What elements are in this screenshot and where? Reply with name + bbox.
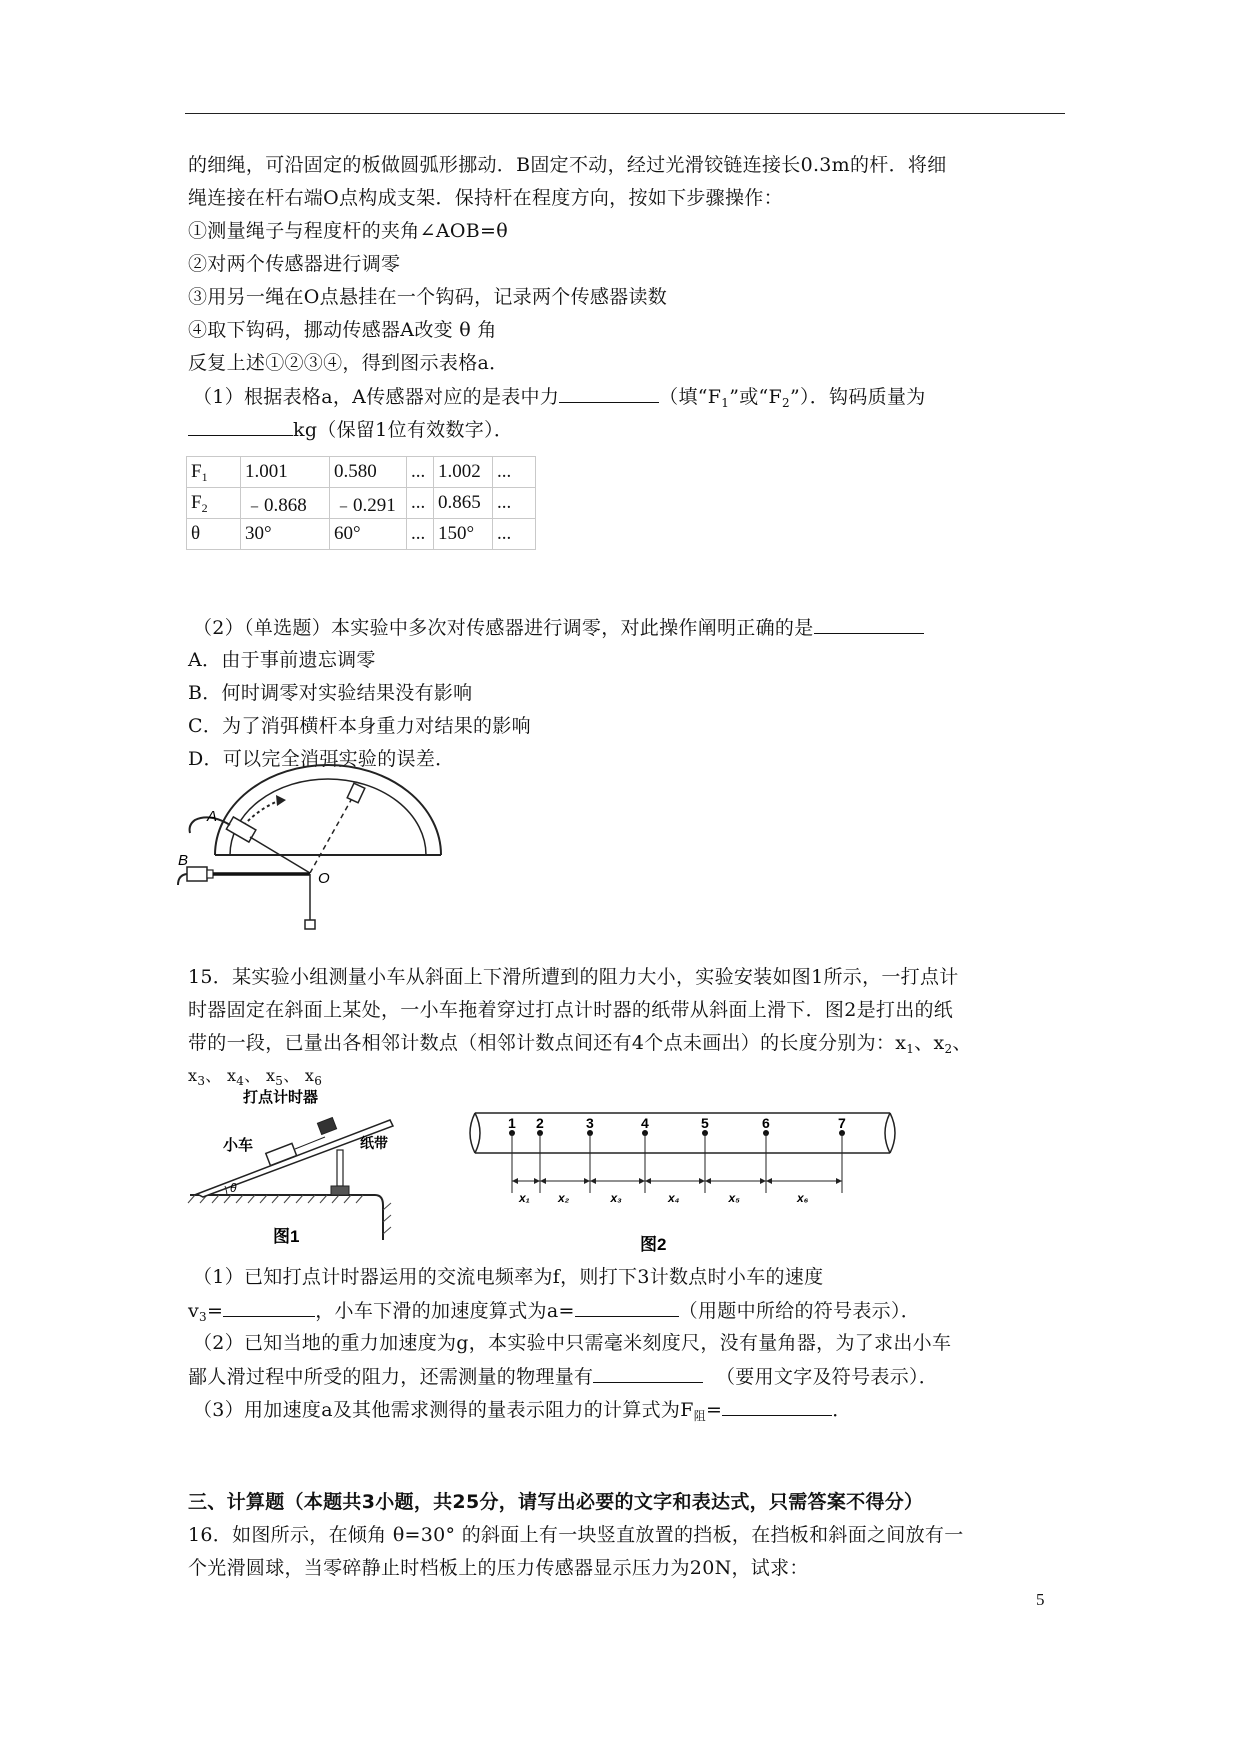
arrow-head — [584, 1178, 590, 1184]
table-cell: ﹣0.868 — [241, 488, 330, 519]
question-16-line-1: 16．如图所示，在倾角 θ=30° 的斜面上有一块竖直放置的挡板，在挡板和斜面之间放有一 — [188, 1524, 964, 1546]
table-cell: 0.580 — [330, 457, 407, 488]
arrow-head — [760, 1178, 766, 1184]
arrow-head — [836, 1178, 842, 1184]
segment-label: x₅ — [728, 1191, 740, 1205]
segment-label: x₁ — [519, 1191, 530, 1205]
question-15-line-2: 时器固定在斜面上某处，一小车拖着穿过打点计时器的纸带从斜面上滑下．图2是打出的纸 — [188, 999, 954, 1021]
segment-label: x₂ — [558, 1191, 570, 1205]
question-15-line-1: 15．某实验小组测量小车从斜面上下滑所遭到的阻力大小，实验安装如图1所示，一打点计 — [188, 966, 959, 988]
question-1: （1）根据表格a，A传感器对应的是表中力 （填“$F_1$”或“$F_2$”）．钩码质量为 — [193, 386, 926, 410]
car-label: 小车 — [223, 1137, 254, 1154]
label-b: B — [178, 852, 189, 869]
tape-point-label: 1 — [508, 1115, 516, 1131]
answer-blank[interactable] — [722, 1397, 832, 1416]
table-cell: ... — [407, 457, 434, 488]
sensor-apparatus-figure — [180, 775, 480, 940]
answer-blank[interactable] — [575, 1298, 679, 1317]
q15-part-1: （1）已知打点计时器运用的交流电频率为f，则打下3计数点时小车的速度 — [193, 1266, 824, 1288]
row-label: $F_2$ — [187, 488, 241, 519]
option-c[interactable]: C．为了消弭横杆本身重力对结果的影响 — [188, 715, 531, 737]
figure-1-caption: 图1 — [273, 1227, 300, 1246]
text-line: 反复上述①②③④，得到图示表格a． — [188, 352, 509, 374]
text-line: ④取下钩码，挪动传感器A改变 θ 角 — [188, 319, 497, 341]
answer-blank[interactable] — [559, 384, 659, 403]
tape-label: 纸带 — [360, 1135, 388, 1151]
row-label: θ — [187, 519, 241, 550]
question-15-line-3: 带的一段，已量出各相邻计数点（相邻计数点间还有4个点未画出）的长度分别为：$x_1$、$x_2$、 — [188, 1032, 972, 1056]
segment-label: x₃ — [610, 1191, 622, 1205]
q15-part-2: （2）已知当地的重力加速度为g，本实验中只需毫米刻度尺，没有量角器，为了求出小车 — [193, 1332, 952, 1354]
tape-point-label: 7 — [838, 1115, 846, 1131]
arrow-head — [590, 1178, 596, 1184]
table-cell: ﹣0.291 — [330, 488, 407, 519]
table-cell: 150° — [434, 519, 493, 550]
question-15-line-4: $x_3$、 $x_4$、 $x_5$、 $x_6$ — [188, 1066, 323, 1088]
answer-blank[interactable] — [223, 1298, 315, 1317]
figure-2-caption: 图2 — [640, 1235, 667, 1254]
page-number: 5 — [1036, 1590, 1045, 1609]
option-a[interactable]: A．由于事前遗忘调零 — [188, 649, 376, 671]
text-line: 绳连接在杆右端O点构成支架．保持杆在程度方向，按如下步骤操作： — [188, 187, 783, 209]
incline-figure — [185, 1090, 445, 1255]
option-b[interactable]: B．何时调零对实验结果没有影响 — [188, 682, 473, 704]
arrow-head — [639, 1178, 645, 1184]
text-line: ①测量绳子与程度杆的夹角∠AOB=θ — [188, 220, 508, 242]
arrow-head — [540, 1178, 546, 1184]
theta-label: θ — [230, 1181, 237, 1195]
text-line: ③用另一绳在O点悬挂在一个钩码，记录两个传感器读数 — [188, 286, 668, 308]
question-1-line-2: kg（保留1位有效数字）． — [188, 417, 513, 442]
table-cell: 1.002 — [434, 457, 493, 488]
row-label: $F_1$ — [187, 457, 241, 488]
question-16-line-2: 个光滑圆球，当零碎静止时档板上的压力传感器显示压力为20N，试求： — [188, 1557, 809, 1579]
tape-point-label: 6 — [762, 1115, 770, 1131]
tape-point-label: 5 — [701, 1115, 709, 1131]
header-rule — [185, 113, 1065, 114]
tape-point-label: 3 — [586, 1115, 594, 1131]
answer-blank[interactable] — [188, 417, 293, 436]
table-cell: 0.865 — [434, 488, 493, 519]
text-line: 的细绳，可沿固定的板做圆弧形挪动．B固定不动，经过光滑铰链连接长0.3m的杆．将细 — [188, 154, 947, 176]
table-row — [187, 457, 536, 488]
label-a: A — [207, 808, 218, 825]
q15-part-1-line-2: $v_3=$ ，小车下滑的加速度算式为a= （用题中所给的符号表示）． — [188, 1300, 921, 1324]
table-row — [187, 488, 536, 519]
segment-label: x₆ — [797, 1191, 809, 1205]
data-table — [186, 456, 536, 550]
tape-point-label: 2 — [536, 1115, 544, 1131]
table-row — [187, 519, 536, 550]
table-cell: ... — [493, 457, 536, 488]
option-d[interactable]: D．可以完全消弭实验的误差． — [188, 748, 455, 770]
table-cell: 30° — [241, 519, 330, 550]
timer-label: 打点计时器 — [243, 1089, 319, 1106]
q15-part-2-line-2: 鄙人滑过程中所受的阻力，还需测量的物理量有 （要用文字及符号表示）． — [188, 1366, 939, 1388]
section-3-title: 三、计算题（本题共3小题，共25分，请写出必要的文字和表达式，只需答案不得分） — [188, 1491, 924, 1513]
table-cell: 1.001 — [241, 457, 330, 488]
table-cell: ... — [407, 488, 434, 519]
table-cell: ... — [493, 488, 536, 519]
arrow-head — [512, 1178, 518, 1184]
tape-point-label: 4 — [641, 1115, 649, 1131]
table-cell: ... — [493, 519, 536, 550]
arrow-head — [645, 1178, 651, 1184]
segment-label: x₄ — [668, 1191, 680, 1205]
table-cell: 60° — [330, 519, 407, 550]
question-2: （2）（单选题）本实验中多次对传感器进行调零，对此操作阐明正确的是 — [193, 615, 924, 640]
arrow-head — [705, 1178, 711, 1184]
paper-tape-figure — [460, 1098, 900, 1258]
label-o: O — [318, 870, 330, 887]
answer-blank[interactable] — [593, 1364, 703, 1383]
arrow-head — [766, 1178, 772, 1184]
answer-blank[interactable] — [814, 615, 924, 634]
q15-part-3: （3）用加速度a及其他需求测得的量表示阻力的计算式为$F_阻=$ ． — [193, 1399, 852, 1423]
arrow-head — [534, 1178, 540, 1184]
arrow-head — [699, 1178, 705, 1184]
text-line: ②对两个传感器进行调零 — [188, 253, 401, 275]
table-cell: ... — [407, 519, 434, 550]
